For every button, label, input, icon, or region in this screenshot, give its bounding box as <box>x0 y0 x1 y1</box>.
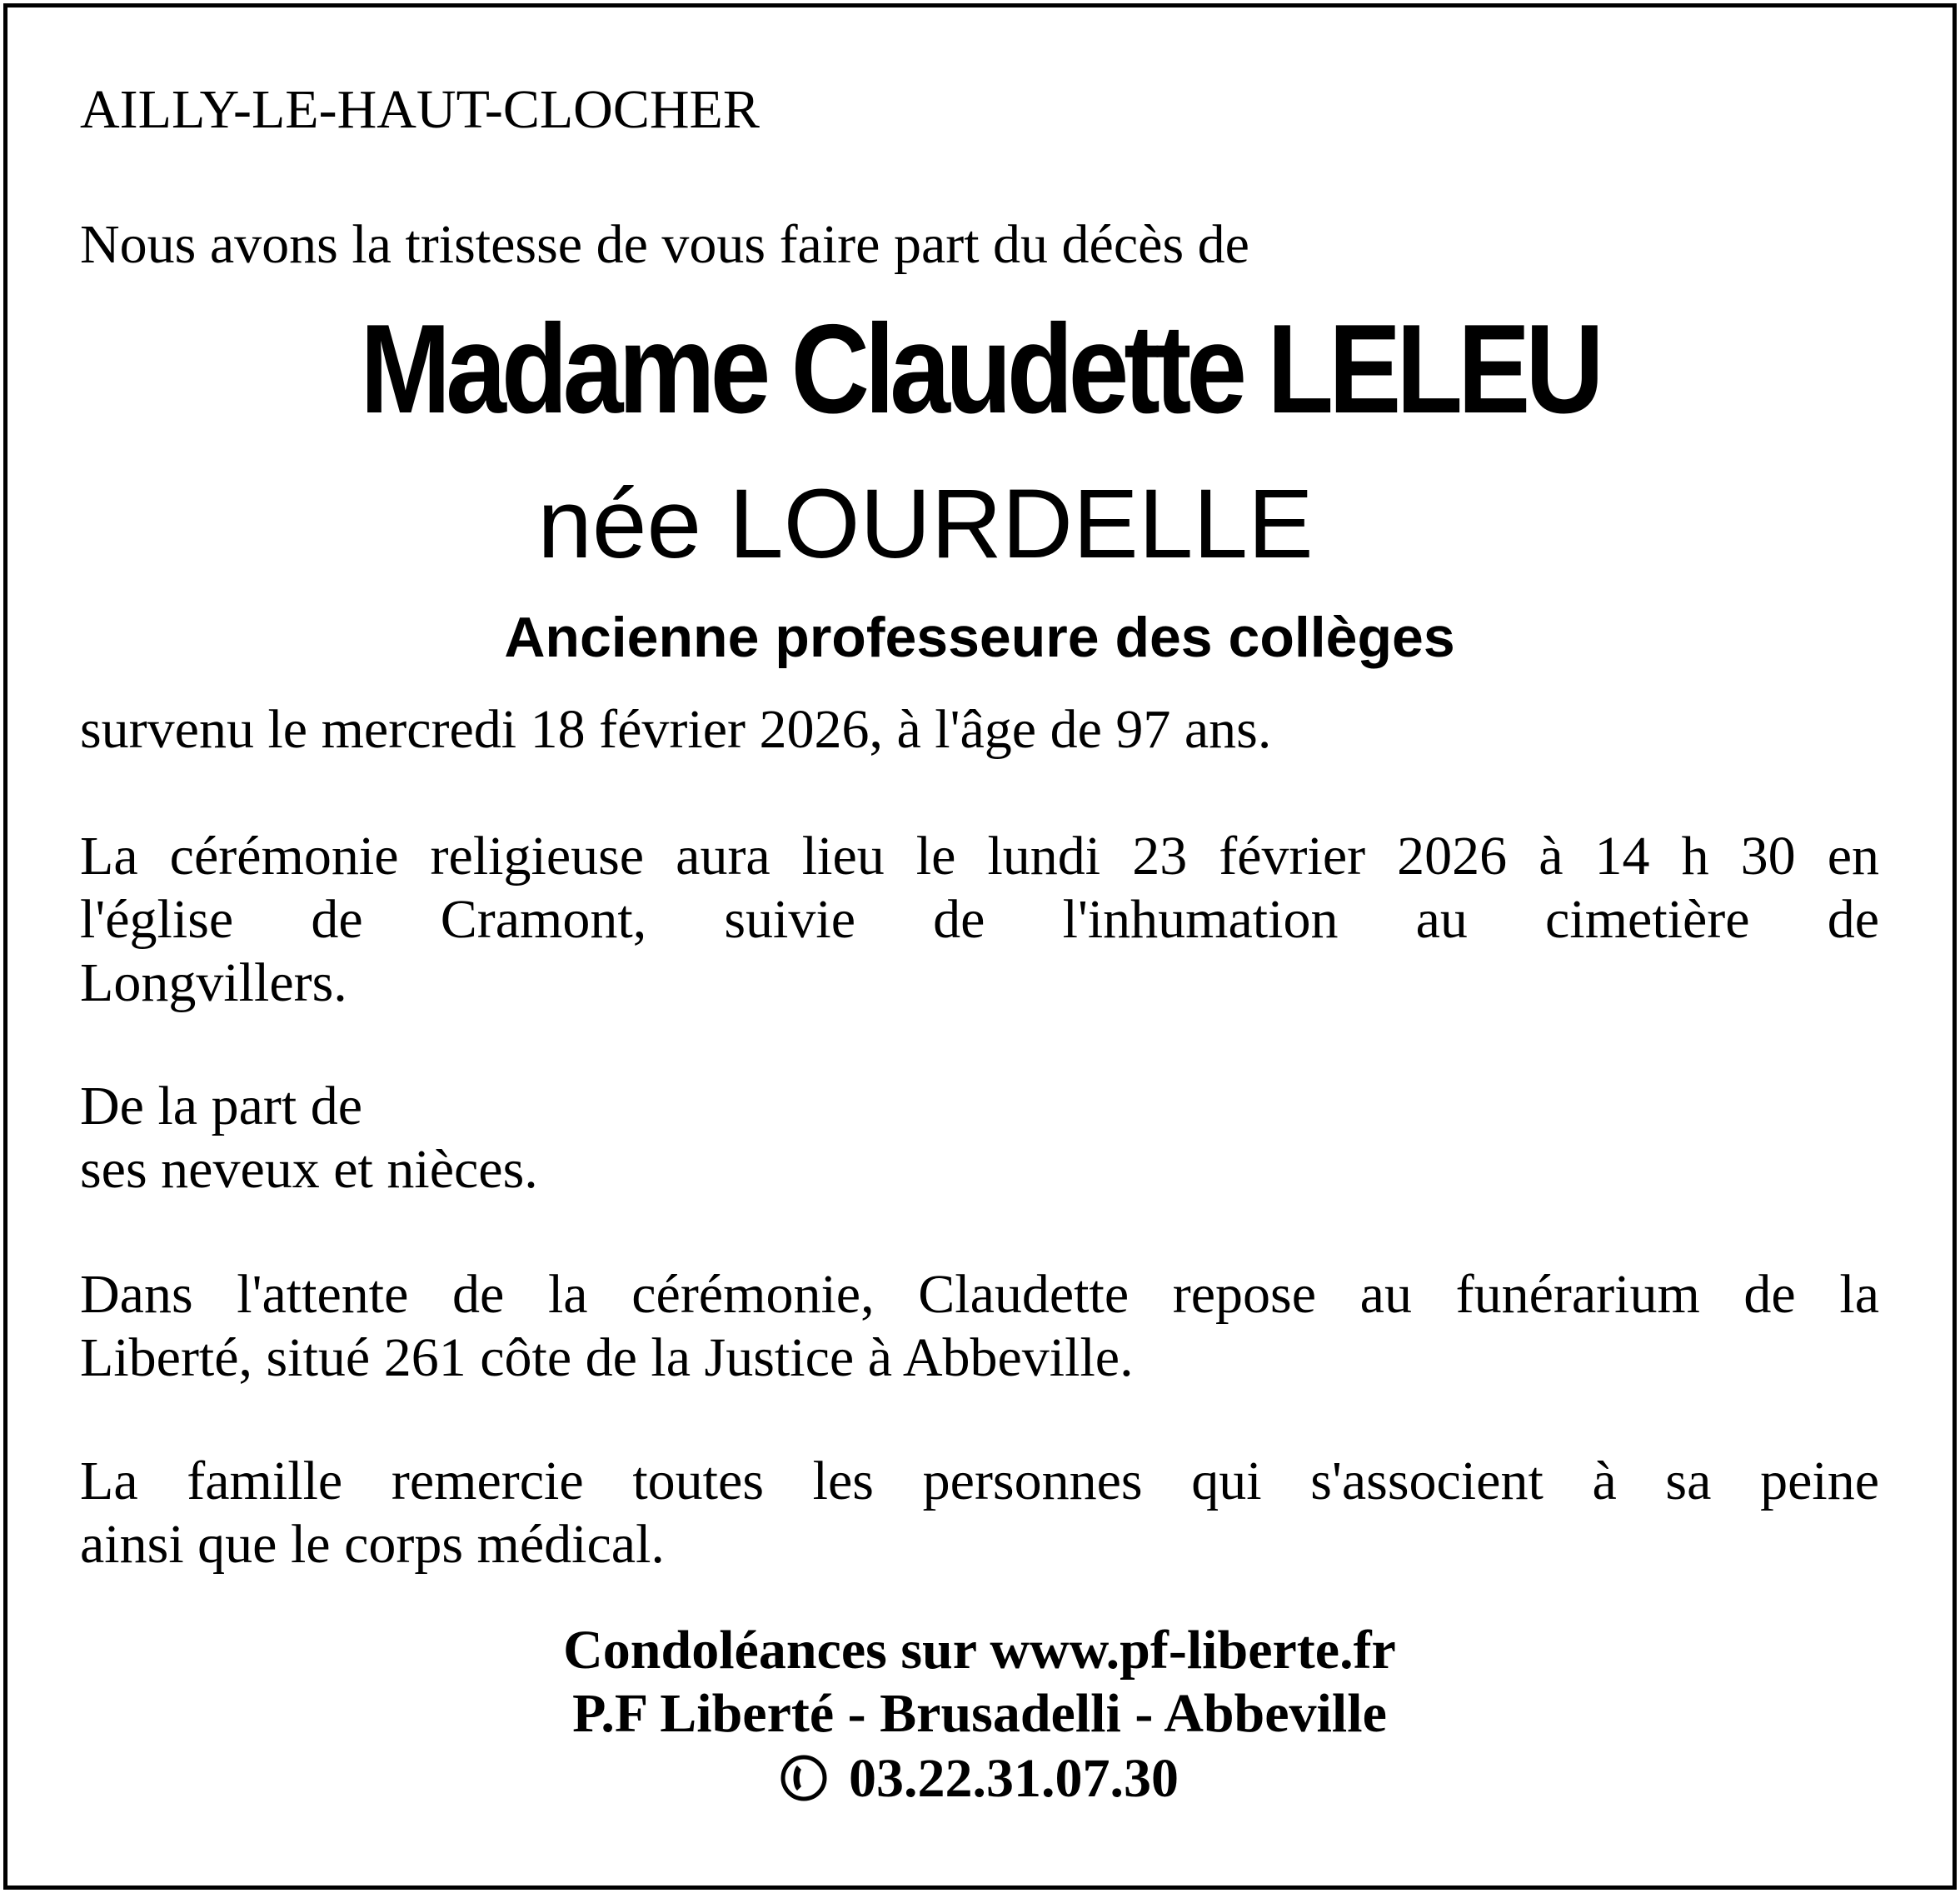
thanks-line: ainsi que le corps médical. <box>80 1514 665 1575</box>
telephone-icon <box>781 1755 827 1801</box>
ceremony-line: Longvillers. <box>80 952 347 1013</box>
condolences-line: Condoléances sur www.pf-liberte.fr <box>563 1620 1396 1681</box>
town-name: AILLY-LE-HAUT-CLOCHER <box>80 79 760 140</box>
phone-number: 03.22.31.07.30 <box>849 1748 1179 1809</box>
rest-paragraph <box>80 1263 1879 1390</box>
ceremony-line: l'église de Cramont, suivie de l'inhumation au cimetière de <box>80 889 1879 950</box>
thanks-line: La famille remercie toutes les personnes qui s'associent à sa peine <box>80 1451 1879 1511</box>
profession: Ancienne professeure des collèges <box>504 606 1455 669</box>
intro-line: Nous avons la tristesse de vous faire part du décès de <box>80 214 1249 275</box>
rest-line: Dans l'attente de la cérémonie, Claudette repose au funérarium de la <box>80 1264 1879 1325</box>
rest-line: Liberté, situé 261 côte de la Justice à Abbeville. <box>80 1327 1134 1388</box>
ceremony-paragraph <box>80 825 1879 1015</box>
from-line: ses neveux et nièces. <box>80 1139 538 1200</box>
phone-line <box>80 1748 1879 1810</box>
from-line: De la part de <box>80 1076 362 1136</box>
thanks-paragraph <box>80 1450 1879 1576</box>
death-date-line: survenu le mercredi 18 février 2026, à l'âge de 97 ans. <box>80 699 1272 760</box>
funeral-company: P.F Liberté - Brusadelli - Abbeville <box>572 1683 1387 1744</box>
from-paragraph <box>80 1075 1879 1201</box>
ceremony-line: La cérémonie religieuse aura lieu le lundi 23 février 2026 à 14 h 30 en <box>80 826 1879 887</box>
deceased-name: Madame Claudette LELEU <box>360 298 1599 440</box>
maiden-name: née LOURDELLE <box>537 469 1314 579</box>
